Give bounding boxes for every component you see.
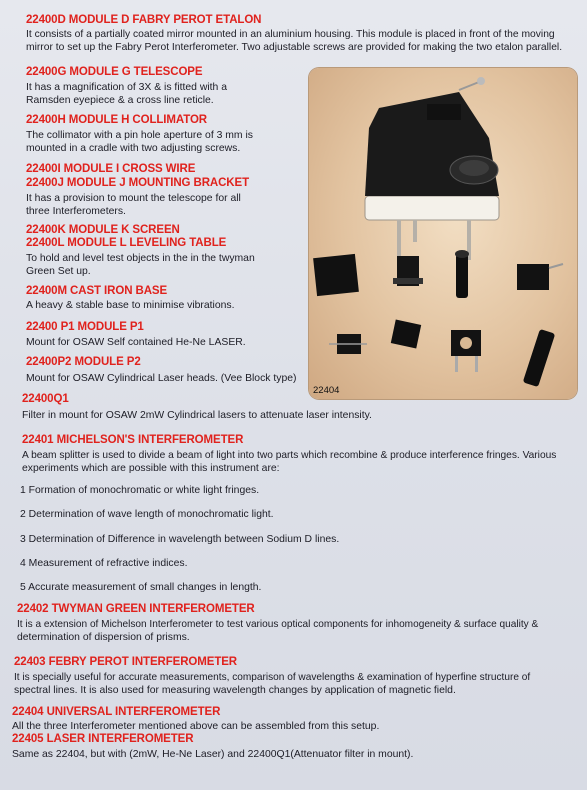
text-22400h-line1: The collimator with a pin hole aperture of 3 mm is (26, 130, 253, 141)
text-22400q1-line1: Filter in mount for OSAW 2mW Cylindrical lasers to attenuate laser intensity. (22, 410, 372, 421)
text-22401-line2: experiments which are possible with this instrument are: (22, 463, 280, 474)
heading-22400d: 22400D MODULE D FABRY PEROT ETALON (26, 14, 262, 26)
heading-22400i: 22400I MODULE I CROSS WIRE (26, 163, 196, 175)
text-22400p1-line1: Mount for OSAW Self contained He-Ne LASER. (26, 337, 246, 348)
text-22404-line1: All the three Interferometer mentioned above can be assembled from this setup. (12, 721, 380, 732)
text-22400m-line1: A heavy & stable base to minimise vibrations. (26, 300, 235, 311)
heading-22403: 22403 FEBRY PEROT INTERFEROMETER (14, 656, 238, 668)
text-22400g-line1: It has a magnification of 3X & is fitted with a (26, 82, 227, 93)
photo-caption: 22404 (313, 385, 340, 396)
text-22402-line2: determination of dispersion of prisms. (17, 632, 190, 643)
heading-22400l: 22400L MODULE L LEVELING TABLE (26, 237, 227, 249)
text-22402-line1: It is a extension of Michelson Interferometer to test various optical components for inhomogeneity & surface quality & (17, 619, 539, 630)
text-22403-line1: It is specially useful for accurate measurements, comparison of wavelengths & examination of hyperfine structure of (14, 672, 531, 683)
text-22400g-line2: Ramsden eyepiece & a cross line reticle. (26, 95, 214, 106)
text-22400j-line2: three Interferometers. (26, 206, 126, 217)
experiment-item-2: 2 Determination of wave length of monochromatic light. (20, 509, 274, 520)
text-22400d-line2: mirror to set up the Fabry Perot Interferometer. Two adjustable screws are provided for making the two etalon parallel. (26, 42, 563, 53)
heading-22400p2: 22400P2 MODULE P2 (26, 356, 141, 368)
heading-22400q1: 22400Q1 (22, 393, 69, 405)
experiment-item-4: 4 Measurement of refractive indices. (20, 558, 188, 569)
heading-22400h: 22400H MODULE H COLLIMATOR (26, 114, 207, 126)
experiment-item-3: 3 Determination of Difference in wavelength between Sodium D lines. (20, 534, 340, 545)
heading-22400k: 22400K MODULE K SCREEN (26, 224, 180, 236)
experiment-item-1: 1 Formation of monochromatic or white light fringes. (20, 485, 260, 496)
heading-22400g: 22400G MODULE G TELESCOPE (26, 66, 203, 78)
text-22400h-line2: mounted in a cradle with two adjusting screws. (26, 143, 241, 154)
product-photo (309, 68, 577, 399)
text-22401-line1: A beam splitter is used to divide a beam of light into two parts which recombine & produce interference fringes. Various (22, 450, 557, 461)
text-22405-line1: Same as 22404, but with (2mW, He-Ne Laser) and 22400Q1(Attenuator filter in mount). (12, 749, 414, 760)
heading-22402: 22402 TWYMAN GREEN INTERFEROMETER (17, 603, 255, 615)
heading-22401: 22401 MICHELSON'S INTERFEROMETER (22, 434, 244, 446)
heading-22400j: 22400J MODULE J MOUNTING BRACKET (26, 177, 250, 189)
heading-22405: 22405 LASER INTERFEROMETER (12, 733, 194, 745)
heading-22400p1: 22400 P1 MODULE P1 (26, 321, 144, 333)
text-22400p2-line1: Mount for OSAW Cylindrical Laser heads. (Vee Block type) (26, 373, 297, 384)
heading-22404: 22404 UNIVERSAL INTERFEROMETER (12, 706, 221, 718)
text-22400l-line1: To hold and level test objects in the in the twyman (26, 253, 255, 264)
experiment-item-5: 5 Accurate measurement of small changes in length. (20, 582, 262, 593)
heading-22400m: 22400M CAST IRON BASE (26, 285, 168, 297)
text-22400d-line1: It consists of a partially coated mirror mounted in an aluminium housing. This module is placed in front of the moving (26, 29, 555, 40)
text-22403-line2: spectral lines. It is also used for measuring wavelength changes by application of magnetic field. (14, 685, 456, 696)
text-22400j-line1: It has a provision to mount the telescope for all (26, 193, 241, 204)
interferometer-modules-illustration (309, 68, 577, 399)
text-22400l-line2: Green Set up. (26, 266, 91, 277)
